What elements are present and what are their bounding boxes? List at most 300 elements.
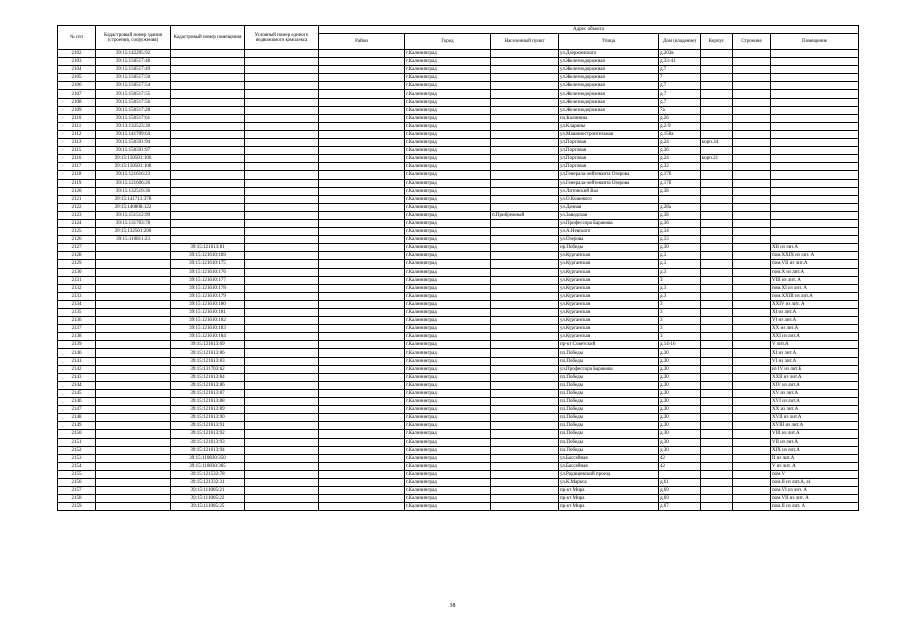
table-row <box>58 130 859 138</box>
table-cell <box>319 66 405 74</box>
table-cell: г.Калининград <box>405 219 491 227</box>
table-cell <box>245 82 319 90</box>
table-cell <box>491 155 559 163</box>
table-cell <box>771 171 859 179</box>
table-cell <box>171 82 245 90</box>
table-cell <box>733 325 771 333</box>
table-cell <box>96 381 171 389</box>
table-row <box>58 276 859 284</box>
table-row <box>58 470 859 478</box>
table-cell <box>733 260 771 268</box>
table-cell <box>771 106 859 114</box>
table-cell: XVI из лит.А <box>771 398 859 406</box>
table-cell <box>733 349 771 357</box>
table-cell <box>319 373 405 381</box>
table-cell: корп.34 <box>701 139 733 147</box>
table-cell: г.Калининград <box>405 430 491 438</box>
table-cell <box>733 381 771 389</box>
table-cell <box>319 430 405 438</box>
table-cell <box>245 50 319 58</box>
table-cell: 2125 <box>58 228 96 236</box>
table-cell <box>245 130 319 138</box>
table-cell: 2137 <box>58 325 96 333</box>
table-row <box>58 155 859 163</box>
table-cell: г.Калининград <box>405 147 491 155</box>
table-cell: ул.Профессора Баранова <box>559 219 659 227</box>
table-cell <box>96 276 171 284</box>
table-cell <box>319 252 405 260</box>
table-cell <box>701 114 733 122</box>
table-cell <box>171 147 245 155</box>
table-cell <box>733 163 771 171</box>
table-cell: г.Калининград <box>405 398 491 406</box>
table-cell: XVII из лит.А <box>771 414 859 422</box>
table-cell <box>319 219 405 227</box>
table-cell <box>171 203 245 211</box>
table-cell <box>171 179 245 187</box>
table-cell <box>733 122 771 130</box>
table-cell <box>96 446 171 454</box>
table-cell <box>491 317 559 325</box>
table-cell <box>245 276 319 284</box>
table-cell <box>96 414 171 422</box>
table-cell: 2116 <box>58 155 96 163</box>
table-cell <box>245 171 319 179</box>
table-cell: 2140 <box>58 349 96 357</box>
table-cell <box>733 139 771 147</box>
table-cell: пл.Победы <box>559 422 659 430</box>
table-cell: XI из лит.А <box>771 349 859 357</box>
table-cell <box>319 187 405 195</box>
table-cell: пом.XXIX из лит. А <box>771 252 859 260</box>
table-cell: д.3 <box>659 268 701 276</box>
table-cell <box>171 50 245 58</box>
table-cell <box>171 122 245 130</box>
table-cell: г.Калининград <box>405 357 491 365</box>
table-cell <box>701 422 733 430</box>
table-cell: 39:15:121613:86 <box>171 349 245 357</box>
table-row <box>58 398 859 406</box>
table-cell: д.61 <box>659 478 701 486</box>
table-cell: 2108 <box>58 98 96 106</box>
table-cell: 3 <box>659 300 701 308</box>
table-cell <box>96 478 171 486</box>
table-cell <box>733 98 771 106</box>
table-cell: г.Калининград <box>405 406 491 414</box>
table-cell <box>319 98 405 106</box>
table-cell: д.30 <box>659 389 701 397</box>
table-cell: пом.V <box>771 470 859 478</box>
table-cell: 39:15:150517:56 <box>96 98 171 106</box>
table-cell <box>733 446 771 454</box>
table-cell <box>733 50 771 58</box>
table-cell <box>245 268 319 276</box>
table-cell <box>491 236 559 244</box>
table-cell: 2157 <box>58 487 96 495</box>
table-cell <box>96 357 171 365</box>
table-cell: ул.Заводская <box>559 211 659 219</box>
table-cell <box>319 284 405 292</box>
table-cell <box>771 90 859 98</box>
table-cell: д.30 <box>659 373 701 381</box>
table-cell: XII пз лит.А <box>771 244 859 252</box>
table-cell <box>701 244 733 252</box>
table-cell <box>245 462 319 470</box>
table-cell <box>245 381 319 389</box>
table-row <box>58 114 859 122</box>
table-cell: VIII из лит.А <box>771 430 859 438</box>
table-cell <box>245 317 319 325</box>
table-cell: 39:15:121532:78 <box>171 470 245 478</box>
table-row <box>58 349 859 357</box>
table-cell: д.30 <box>659 244 701 252</box>
table-cell <box>319 203 405 211</box>
table-cell: 39:15:121613:91 <box>171 422 245 430</box>
table-cell: 2143 <box>58 373 96 381</box>
table-cell <box>733 430 771 438</box>
table-row <box>58 82 859 90</box>
table-cell: 39:15:121613:89 <box>171 406 245 414</box>
table-cell: XI из лит.А <box>771 309 859 317</box>
table-cell: ул.Курганская <box>559 260 659 268</box>
table-cell: ул.Бассейная <box>559 454 659 462</box>
table-cell: 2159 <box>58 503 96 511</box>
table-cell: д.33-41 <box>659 58 701 66</box>
table-cell <box>491 446 559 454</box>
table-row <box>58 414 859 422</box>
table-cell <box>96 284 171 292</box>
table-cell <box>771 211 859 219</box>
table-cell: 2109 <box>58 106 96 114</box>
table-cell: ул.Профессора Баранова <box>559 365 659 373</box>
table-cell <box>319 114 405 122</box>
table-cell: ул.Курганская <box>559 317 659 325</box>
table-cell: г.Калининград <box>405 462 491 470</box>
table-cell: г.Калининград <box>405 122 491 130</box>
table-cell <box>319 74 405 82</box>
table-cell <box>96 341 171 349</box>
table-cell <box>319 268 405 276</box>
table-cell <box>701 50 733 58</box>
table-cell: г.Калининград <box>405 50 491 58</box>
table-cell <box>701 373 733 381</box>
table-cell: г.Калининград <box>405 389 491 397</box>
table-row <box>58 147 859 155</box>
table-cell <box>245 66 319 74</box>
table-cell: ул.Железнодорожная <box>559 58 659 66</box>
table-cell <box>491 114 559 122</box>
table-cell <box>319 438 405 446</box>
table-cell: д.3 <box>659 260 701 268</box>
table-cell: пом.II из лит.А, а1 <box>771 478 859 486</box>
table-cell: ул.Курганская <box>559 284 659 292</box>
table-cell <box>733 252 771 260</box>
table-cell: ул.Курганская <box>559 300 659 308</box>
table-cell: 39:15:150517:54 <box>96 82 171 90</box>
table-cell <box>701 381 733 389</box>
table-row <box>58 454 859 462</box>
table-cell: г.Калининград <box>405 163 491 171</box>
table-cell <box>701 292 733 300</box>
table-cell: 2150 <box>58 430 96 438</box>
table-cell: пл.Победы <box>559 381 659 389</box>
table-cell <box>491 219 559 227</box>
table-cell: д.69 <box>659 495 701 503</box>
table-cell: 2107 <box>58 90 96 98</box>
table-cell <box>96 317 171 325</box>
table-cell <box>96 470 171 478</box>
table-cell: 2153 <box>58 454 96 462</box>
table-cell <box>491 389 559 397</box>
table-cell: д.24 <box>659 139 701 147</box>
table-cell <box>171 114 245 122</box>
header-city: Город <box>405 34 491 50</box>
table-row <box>58 430 859 438</box>
table-cell: 2104 <box>58 66 96 74</box>
table-cell: пом.X из лит.А <box>771 268 859 276</box>
property-table <box>57 25 859 511</box>
table-cell: 39:15:121616:23 <box>96 171 171 179</box>
table-cell: пл.Победы <box>559 389 659 397</box>
table-row <box>58 292 859 300</box>
table-cell <box>96 430 171 438</box>
table-cell <box>319 90 405 98</box>
table-cell <box>245 74 319 82</box>
table-cell: ул.Радищевский проезд <box>559 470 659 478</box>
table-row <box>58 122 859 130</box>
table-row <box>58 438 859 446</box>
table-cell <box>733 495 771 503</box>
table-cell <box>245 446 319 454</box>
table-cell <box>319 422 405 430</box>
table-cell <box>491 373 559 381</box>
table-cell <box>491 106 559 114</box>
table-cell: г.Калининград <box>405 74 491 82</box>
table-cell <box>701 98 733 106</box>
table-cell: г.Калининград <box>405 300 491 308</box>
table-cell <box>701 365 733 373</box>
table-cell: 39:15:121610:179 <box>171 292 245 300</box>
table-cell <box>319 179 405 187</box>
table-cell: 2111 <box>58 122 96 130</box>
table-cell: XIV из лит.А <box>771 381 859 389</box>
table-cell: д.69 <box>659 487 701 495</box>
table-row <box>58 333 859 341</box>
table-cell: 7а <box>659 106 701 114</box>
table-cell <box>701 58 733 66</box>
table-cell: ул.Курганская <box>559 276 659 284</box>
table-cell: г.Калининград <box>405 478 491 486</box>
table-cell <box>701 187 733 195</box>
table-cell: V из лит. А <box>771 462 859 470</box>
table-cell <box>96 398 171 406</box>
table-cell <box>96 333 171 341</box>
table-cell <box>491 179 559 187</box>
table-row <box>58 187 859 195</box>
table-cell <box>733 317 771 325</box>
table-cell <box>733 478 771 486</box>
table-row <box>58 317 859 325</box>
table-cell: ул.Железнодорожная <box>559 74 659 82</box>
table-cell: ул.Железнодорожная <box>559 90 659 98</box>
table-cell <box>96 244 171 252</box>
table-cell <box>733 155 771 163</box>
table-cell: г.Калининград <box>405 454 491 462</box>
table-cell <box>491 50 559 58</box>
table-cell <box>96 292 171 300</box>
table-cell <box>701 349 733 357</box>
table-cell <box>171 195 245 203</box>
table-cell <box>491 122 559 130</box>
table-cell <box>701 252 733 260</box>
table-cell: VI из лит.А <box>771 317 859 325</box>
table-row <box>58 163 859 171</box>
table-cell: 39:15:121610:189 <box>171 252 245 260</box>
table-cell <box>733 58 771 66</box>
table-cell <box>701 341 733 349</box>
table-cell <box>245 487 319 495</box>
table-cell <box>245 365 319 373</box>
table-cell: 39:15:121610:178 <box>171 284 245 292</box>
table-cell <box>733 292 771 300</box>
table-cell: г.Калининград <box>405 203 491 211</box>
table-cell <box>245 349 319 357</box>
table-cell <box>245 503 319 511</box>
table-cell <box>733 187 771 195</box>
table-cell <box>96 462 171 470</box>
table-cell <box>733 106 771 114</box>
table-cell: г.Калининград <box>405 66 491 74</box>
table-cell <box>733 389 771 397</box>
table-cell: 2146 <box>58 398 96 406</box>
table-cell: д.36 <box>659 147 701 155</box>
table-cell <box>491 349 559 357</box>
table-cell: г.Калининград <box>405 268 491 276</box>
table-cell: 2142 <box>58 365 96 373</box>
table-cell: 39:15:151512:99 <box>96 211 171 219</box>
table-cell <box>701 470 733 478</box>
table-cell <box>491 195 559 203</box>
table-cell <box>659 195 701 203</box>
table-cell <box>491 438 559 446</box>
table-cell <box>171 219 245 227</box>
table-cell: д.30 <box>659 406 701 414</box>
table-cell <box>701 236 733 244</box>
header-settlement: Населенный пункт <box>491 34 559 50</box>
table-cell <box>771 163 859 171</box>
table-cell: д.30 <box>659 438 701 446</box>
table-cell: д.24 <box>659 155 701 163</box>
table-cell <box>245 422 319 430</box>
table-cell <box>245 90 319 98</box>
table-cell: пр-кт Мира <box>559 487 659 495</box>
table-row <box>58 478 859 486</box>
table-cell <box>701 300 733 308</box>
table-cell: пл.Победы <box>559 438 659 446</box>
table-cell <box>491 203 559 211</box>
table-cell: 2113 <box>58 139 96 147</box>
table-cell <box>245 252 319 260</box>
table-cell: 2158 <box>58 495 96 503</box>
header-num: № п/п <box>58 26 96 50</box>
table-cell: 2151 <box>58 438 96 446</box>
table-cell <box>245 430 319 438</box>
table-cell <box>491 292 559 300</box>
table-cell <box>245 398 319 406</box>
table-cell <box>733 195 771 203</box>
table-cell: г.Калининград <box>405 503 491 511</box>
table-cell <box>491 268 559 276</box>
table-cell: д.7 <box>659 82 701 90</box>
table-cell: 2154 <box>58 462 96 470</box>
table-cell: г.Калининград <box>405 211 491 219</box>
table-cell <box>733 341 771 349</box>
table-cell: д.26 <box>659 114 701 122</box>
table-cell <box>733 462 771 470</box>
header-house: Дом (владение) <box>659 34 701 50</box>
table-cell <box>171 155 245 163</box>
table-cell: г.Калининград <box>405 284 491 292</box>
table-cell <box>319 82 405 90</box>
table-row <box>58 58 859 66</box>
table-cell: 2131 <box>58 276 96 284</box>
table-cell: ул.Литовский Вал <box>559 187 659 195</box>
table-cell <box>245 122 319 130</box>
table-cell: ул.Портовая <box>559 163 659 171</box>
table-cell: ул.Курганская <box>559 325 659 333</box>
table-cell: г.Калининград <box>405 341 491 349</box>
table-cell <box>491 171 559 179</box>
table-row <box>58 236 859 244</box>
table-cell <box>491 495 559 503</box>
table-cell <box>319 211 405 219</box>
table-cell: д.3 <box>659 252 701 260</box>
table-row <box>58 300 859 308</box>
table-cell: 2124 <box>58 219 96 227</box>
header-address: Адрес объекта <box>319 26 859 34</box>
table-cell: 39:15:121613:90 <box>171 414 245 422</box>
table-cell <box>733 414 771 422</box>
table-cell <box>319 462 405 470</box>
table-cell <box>319 228 405 236</box>
table-cell <box>319 333 405 341</box>
table-cell <box>771 130 859 138</box>
table-cell <box>771 187 859 195</box>
table-cell: 2105 <box>58 74 96 82</box>
table-cell: пом.VII из лит.А <box>771 260 859 268</box>
table-cell: г.Калининград <box>405 495 491 503</box>
table-row <box>58 446 859 454</box>
table-cell <box>245 284 319 292</box>
table-cell: д.14-16 <box>659 341 701 349</box>
table-cell <box>96 373 171 381</box>
table-cell: пом.II из лит. А <box>771 503 859 511</box>
table-cell: 39:15:111005:21 <box>171 487 245 495</box>
table-cell: г.Калининград <box>405 276 491 284</box>
table-cell: г.Калининград <box>405 139 491 147</box>
table-cell <box>491 300 559 308</box>
table-cell <box>491 74 559 82</box>
table-cell <box>245 155 319 163</box>
table-cell: г.Калининград <box>405 82 491 90</box>
table-cell: ул.Курганская <box>559 252 659 260</box>
table-cell: г.Калининград <box>405 446 491 454</box>
table-cell <box>701 82 733 90</box>
table-cell: пр-кт Мира <box>559 495 659 503</box>
table-cell: д.36 <box>659 219 701 227</box>
table-cell: 2138 <box>58 333 96 341</box>
table-cell <box>319 309 405 317</box>
